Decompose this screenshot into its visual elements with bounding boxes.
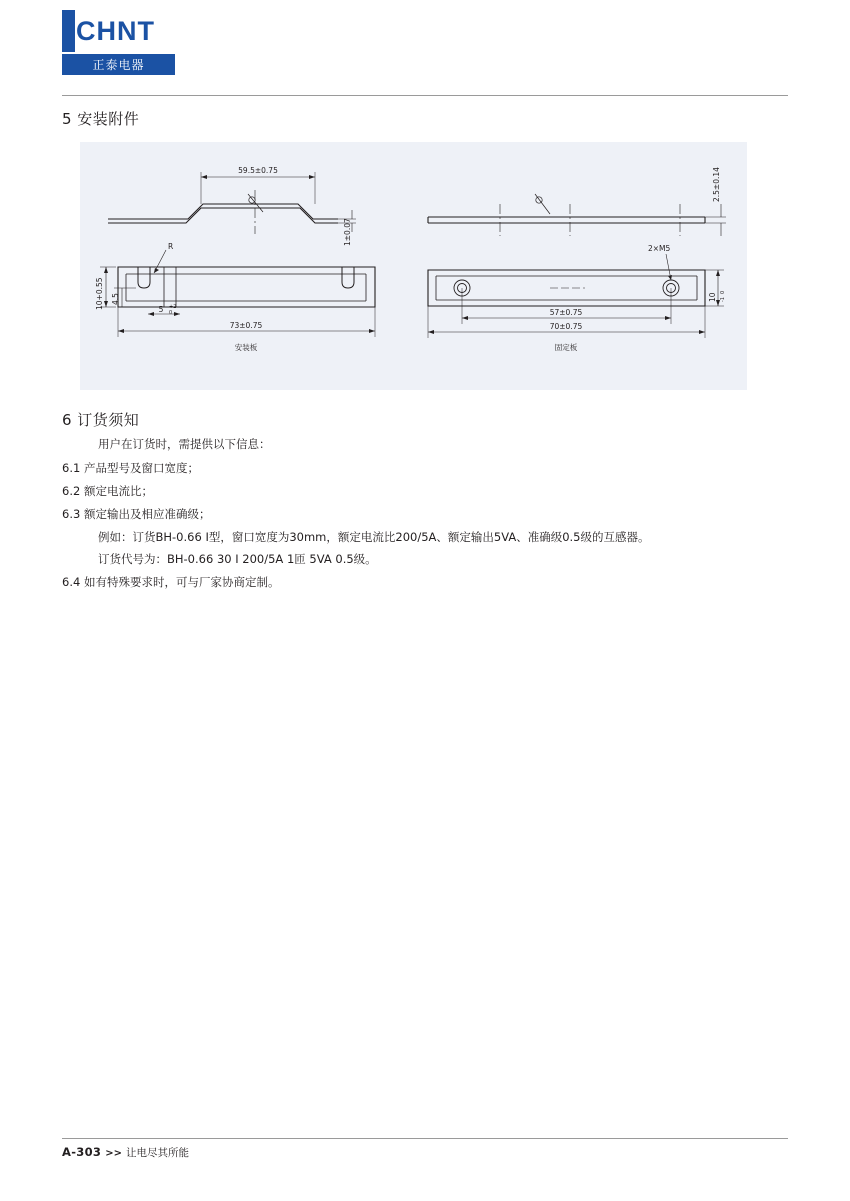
order-example-line: 例如：订货BH-0.66 Ⅰ型，窗口宽度为30mm，额定电流比200/5A、额定输出5VA、准确级0.5级的互感器。 (98, 530, 650, 544)
order-intro-line: 用户在订货时，需提供以下信息： (98, 437, 271, 451)
header-divider (62, 95, 788, 96)
page-footer (62, 1145, 189, 1160)
svg-text:10: 10 (708, 292, 717, 302)
logo-text: CHNT (76, 16, 155, 46)
order-item-6-2: 6.2 额定电流比； (62, 484, 153, 498)
order-item-6-1: 6.1 产品型号及窗口宽度； (62, 461, 199, 475)
svg-text:0: 0 (169, 310, 173, 316)
order-code-line: 订货代号为：BH-0.66 30 Ⅰ 200/5A 1匝 5VA 0.5级。 (98, 552, 377, 566)
svg-text:安装板: 安装板 (234, 343, 258, 352)
order-item-6-3: 6.3 额定输出及相应准确级； (62, 507, 211, 521)
logo-sub-bar (62, 54, 175, 75)
accessory-drawing-svg (80, 142, 747, 390)
svg-text:1±0.07: 1±0.07 (343, 218, 352, 246)
section-6-heading: 6 订货须知 (62, 411, 140, 429)
svg-text:+2: +2 (169, 304, 177, 310)
page-number: A-303 (62, 1145, 102, 1159)
svg-text:70±0.75: 70±0.75 (549, 322, 583, 331)
svg-text:5: 5 (158, 305, 164, 314)
footer-divider (62, 1138, 788, 1139)
svg-text:57±0.75: 57±0.75 (549, 308, 583, 317)
svg-text:固定板: 固定板 (554, 343, 578, 352)
svg-text:-1: -1 (720, 297, 726, 302)
footer-arrows-icon: >> (105, 1148, 122, 1159)
logo-mark (62, 10, 175, 52)
accessory-drawing-panel (80, 142, 747, 390)
svg-text:2×M5: 2×M5 (648, 244, 671, 253)
footer-slogan: 让电尽其所能 (125, 1147, 189, 1159)
svg-text:4.5: 4.5 (111, 293, 120, 305)
svg-text:10+0.55: 10+0.55 (95, 277, 104, 310)
logo-sub-text: 正泰电器 (92, 58, 145, 72)
order-item-6-4: 6.4 如有特殊要求时，可与厂家协商定制。 (62, 575, 280, 589)
svg-text:73±0.75: 73±0.75 (229, 321, 263, 330)
svg-text:0: 0 (720, 290, 726, 294)
logo-accent-bar (62, 10, 75, 52)
logo-wordmark-area (62, 10, 175, 52)
brand-logo (62, 10, 175, 75)
svg-text:59.5±0.75: 59.5±0.75 (238, 166, 278, 175)
svg-text:R: R (168, 242, 174, 251)
svg-text:2.5±0.14: 2.5±0.14 (712, 167, 721, 202)
section-5-heading: 5 安装附件 (62, 110, 140, 128)
